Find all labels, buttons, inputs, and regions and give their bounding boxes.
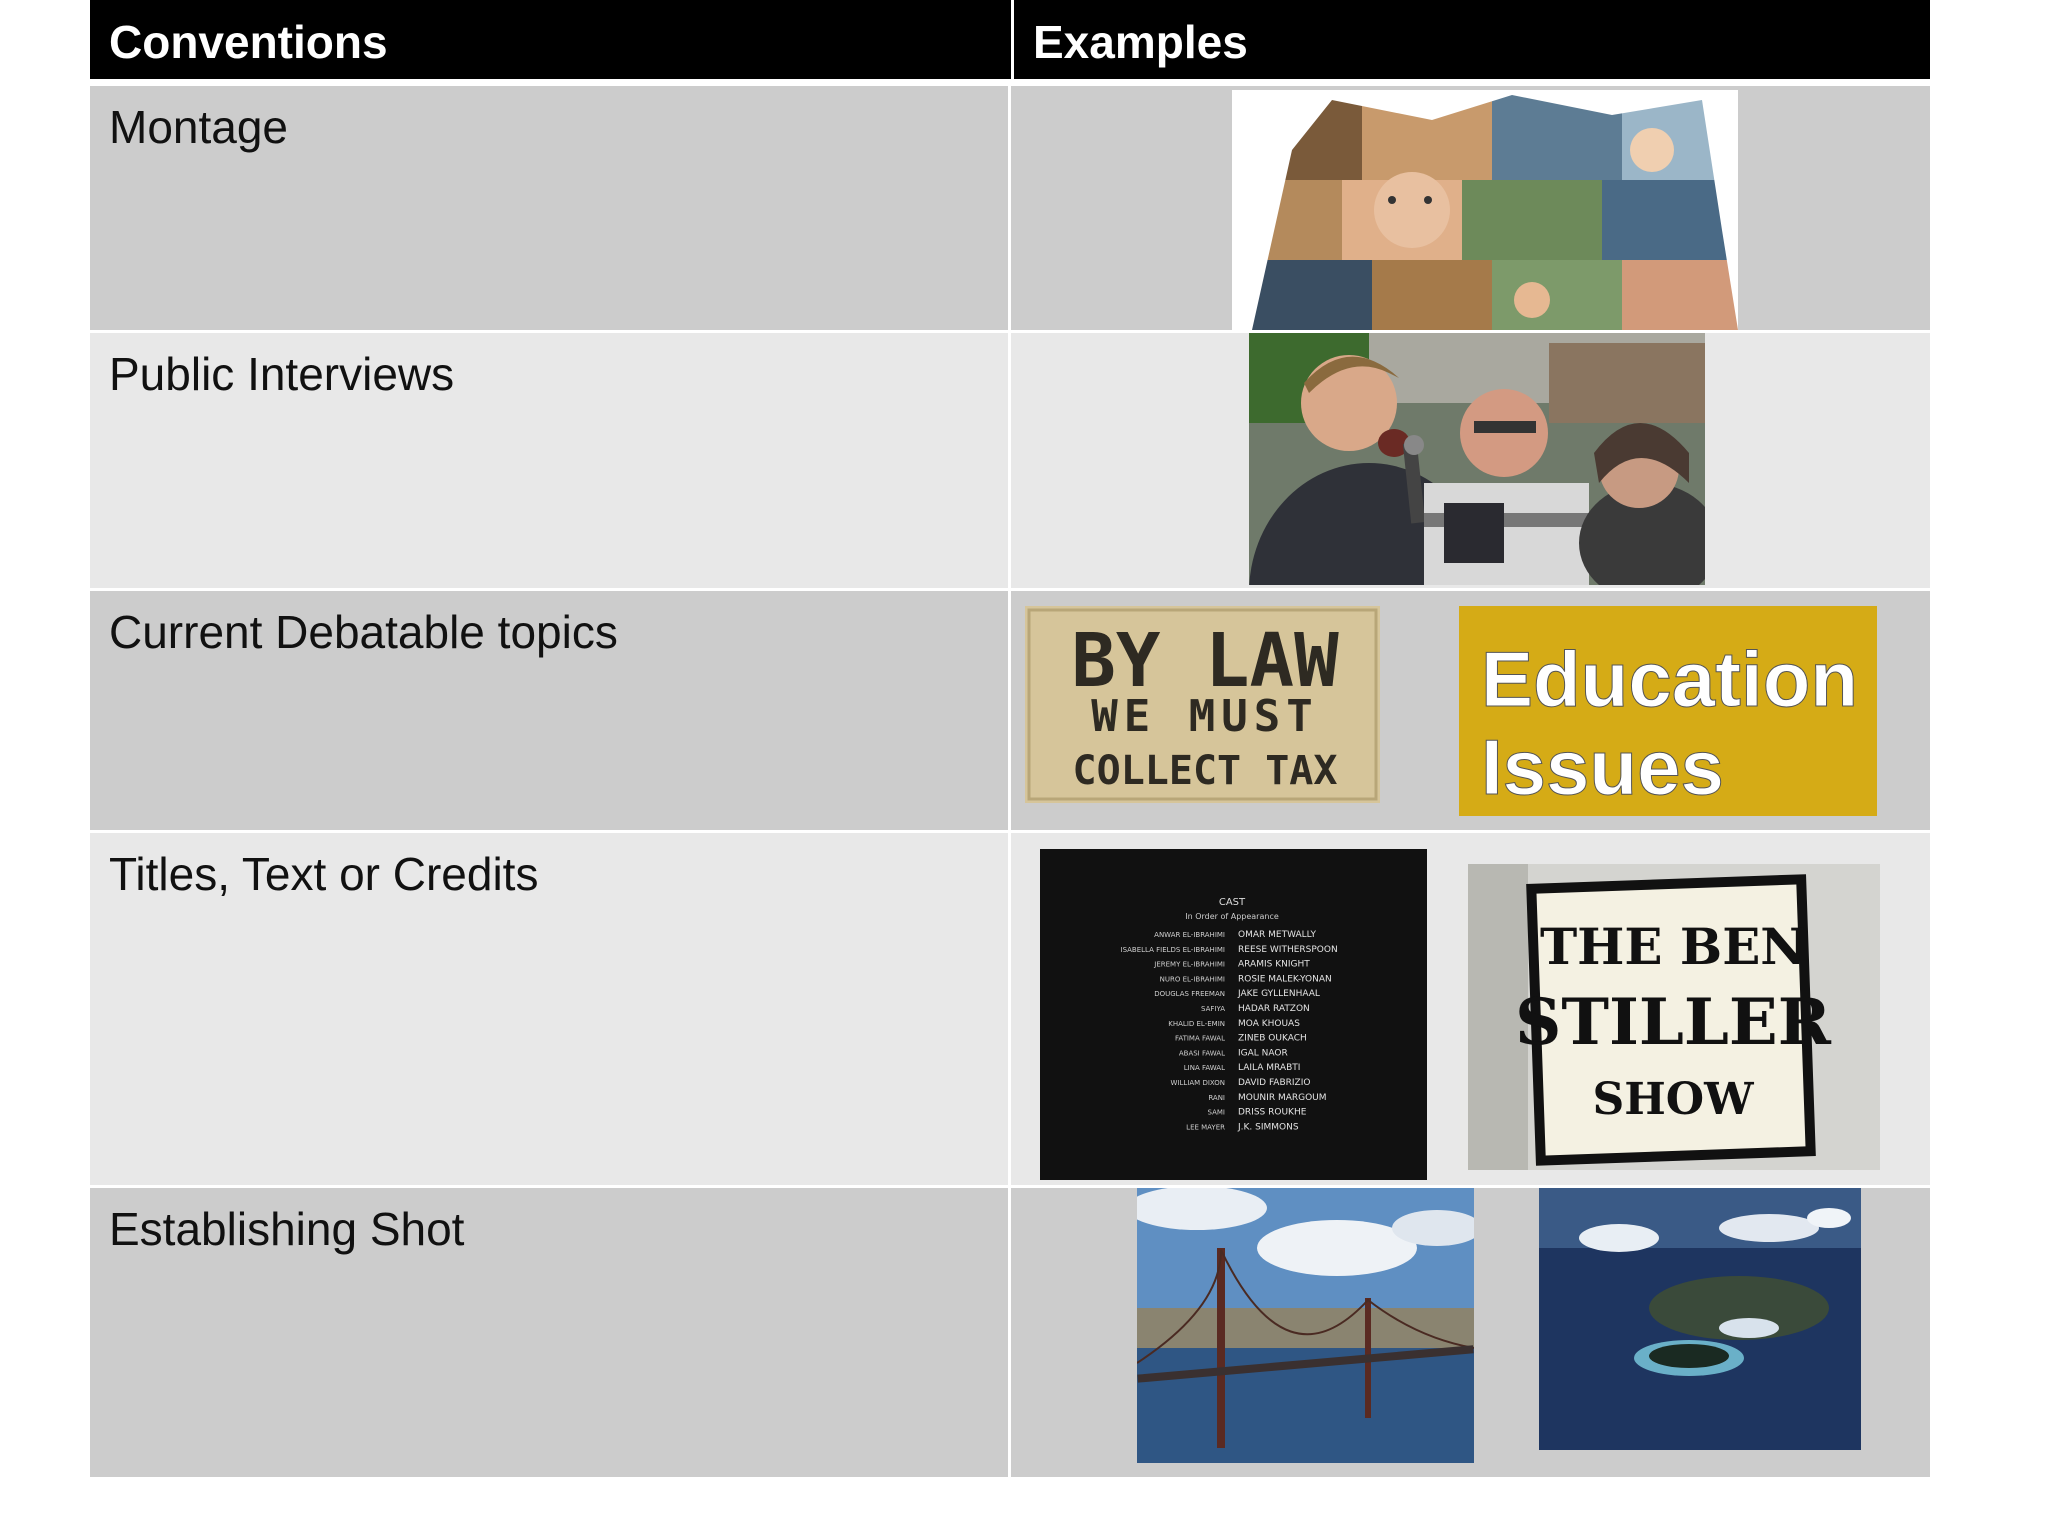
- row-label: Current Debatable topics: [90, 591, 1008, 830]
- table-header: [90, 0, 1930, 79]
- credit-actor: DRISS ROUKHE: [1238, 1107, 1307, 1118]
- table-row-public-interviews: [90, 333, 1930, 588]
- logo-line-1: THE BEN: [1539, 917, 1807, 976]
- table-row-establishing-shot: [90, 1188, 1930, 1477]
- credit-actor: DAVID FABRIZIO: [1238, 1078, 1311, 1088]
- ben-stiller-show-logo-image: [1468, 864, 1880, 1170]
- credit-actor: ROSIE MALEK-YONAN: [1238, 974, 1332, 985]
- bridge-photo: [1137, 1188, 1474, 1463]
- credit-actor: LAILA MRABTI: [1238, 1063, 1301, 1074]
- credit-role: WILLIAM DIXON: [1170, 1079, 1225, 1087]
- credit-actor: JAKE GYLLENHAAL: [1238, 989, 1320, 1000]
- row-examples: [1011, 333, 1930, 588]
- tax-line-3: COLLECT TAX: [1072, 748, 1338, 794]
- table-row-titles-credits: [90, 833, 1930, 1185]
- row-examples: [1011, 591, 1930, 830]
- education-issues-image: [1459, 606, 1877, 816]
- header-examples: Examples: [1011, 0, 1930, 79]
- island-aerial-photo: [1539, 1188, 1861, 1450]
- credit-role: LINA FAWAL: [1183, 1064, 1225, 1073]
- row-label: Public Interviews: [90, 333, 1008, 588]
- credit-actor: IGAL NAOR: [1238, 1048, 1288, 1059]
- credit-actor: J.K. SIMMONS: [1238, 1122, 1299, 1133]
- credit-actor: OMAR METWALLY: [1238, 930, 1316, 940]
- credit-role: RANI: [1208, 1093, 1225, 1102]
- interview-photo: [1249, 333, 1705, 585]
- credit-role: FATIMA FAWAL: [1174, 1034, 1225, 1043]
- credit-role: SAMI: [1207, 1108, 1225, 1117]
- tax-line-1: BY LAW: [1071, 618, 1339, 704]
- credit-role: SAFIYA: [1201, 1005, 1225, 1013]
- row-label: Montage: [90, 86, 1008, 330]
- credit-actor: ARAMIS KNIGHT: [1238, 959, 1310, 970]
- credits-subtitle: In Order of Appearance: [1185, 912, 1279, 921]
- row-label: Establishing Shot: [90, 1188, 1008, 1477]
- credits-image: [1040, 849, 1427, 1180]
- credits-title: CAST: [1218, 897, 1246, 908]
- education-line-2: Issues: [1481, 723, 1724, 811]
- education-line-1: Education: [1481, 635, 1859, 723]
- credit-actor: MOUNIR MARGOUM: [1238, 1092, 1327, 1103]
- table-row-montage: [90, 86, 1930, 330]
- row-label: Titles, Text or Credits: [90, 833, 1008, 1185]
- credit-role: KHALID EL-EMIN: [1168, 1019, 1225, 1028]
- header-conventions: Conventions: [109, 16, 388, 68]
- tax-line-2: WE MUST: [1091, 691, 1319, 742]
- credit-role: JEREMY EL-IBRAHIMI: [1154, 960, 1225, 969]
- credit-actor: MOA KHOUAS: [1238, 1018, 1300, 1029]
- credit-role: DOUGLAS FREEMAN: [1154, 990, 1225, 999]
- credit-role: LEE MAYER: [1186, 1123, 1225, 1132]
- row-examples: [1011, 86, 1930, 330]
- montage-collage-image: [1232, 90, 1738, 330]
- row-examples: [1011, 833, 1930, 1185]
- credit-actor: REESE WITHERSPOON: [1238, 944, 1338, 955]
- credit-role: NURO EL-IBRAHIMI: [1159, 975, 1225, 984]
- credit-role: ISABELLA FIELDS EL-IBRAHIMI: [1120, 945, 1225, 954]
- tax-sign-image: [1025, 606, 1380, 803]
- credit-role: ANWAR EL-IBRAHIMI: [1154, 931, 1225, 939]
- logo-line-3: SHOW: [1592, 1074, 1754, 1125]
- logo-line-2: STILLER: [1515, 985, 1831, 1060]
- credit-role: ABASI FAWAL: [1178, 1049, 1225, 1058]
- credit-actor: ZINEB OUKACH: [1238, 1033, 1307, 1044]
- row-examples: [1011, 1188, 1930, 1477]
- table-row-debatable-topics: [90, 591, 1930, 830]
- credit-actor: HADAR RATZON: [1238, 1004, 1310, 1014]
